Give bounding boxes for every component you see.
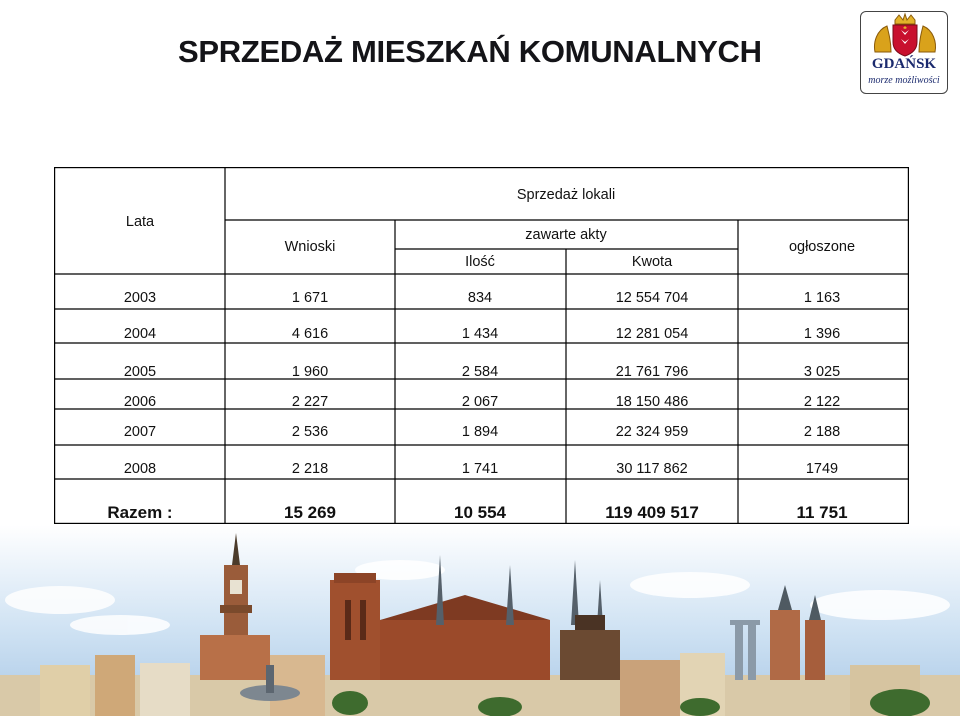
cell-ogloszone: 3 025 xyxy=(803,364,841,380)
header-kwota: Kwota xyxy=(631,254,673,270)
gdansk-logo xyxy=(860,11,948,94)
total-kwota: 119 409 517 xyxy=(605,503,699,522)
cell-rok: 2005 xyxy=(123,364,157,380)
cell-ilosc: 2 067 xyxy=(461,394,499,410)
header-lata: Lata xyxy=(125,214,155,230)
cell-rok: 2007 xyxy=(123,424,157,440)
cell-wnioski: 2 227 xyxy=(291,394,329,410)
coat-of-arms-icon xyxy=(861,12,949,60)
cell-ogloszone: 1 396 xyxy=(803,326,841,342)
total-ilosc: 10 554 xyxy=(454,503,506,522)
cell-ogloszone: 1749 xyxy=(805,461,839,477)
page-title: SPRZEDAŻ MIESZKAŃ KOMUNALNYCH xyxy=(178,34,762,69)
cell-kwota: 21 761 796 xyxy=(615,364,689,380)
cell-ilosc: 2 584 xyxy=(461,364,499,380)
cell-kwota: 12 281 054 xyxy=(615,326,689,342)
cell-ilosc: 1 741 xyxy=(461,461,499,477)
header-sprzedaz: Sprzedaż lokali xyxy=(516,187,616,203)
header-wnioski: Wnioski xyxy=(284,239,336,255)
cell-rok: 2006 xyxy=(123,394,157,410)
cell-ilosc: 1 894 xyxy=(461,424,499,440)
cell-ogloszone: 2 188 xyxy=(803,424,841,440)
cell-ilosc: 834 xyxy=(467,290,493,306)
cell-rok: 2003 xyxy=(123,290,157,306)
cell-ogloszone: 2 122 xyxy=(803,394,841,410)
cell-wnioski: 2 218 xyxy=(291,461,329,477)
cell-ogloszone: 1 163 xyxy=(803,290,841,306)
header-zawarte: zawarte akty xyxy=(525,227,607,243)
total-label: Razem : xyxy=(107,503,173,522)
cell-wnioski: 4 616 xyxy=(291,326,329,342)
logo-city: GDAŃSK xyxy=(871,56,937,72)
cell-wnioski: 1 671 xyxy=(291,290,329,306)
cell-rok: 2008 xyxy=(123,461,157,477)
sales-table xyxy=(54,167,909,524)
logo-motto: morze możliwości xyxy=(868,75,940,86)
cell-ilosc: 1 434 xyxy=(461,326,499,342)
total-wnioski: 15 269 xyxy=(284,503,336,522)
cell-kwota: 12 554 704 xyxy=(615,290,689,306)
cell-wnioski: 1 960 xyxy=(291,364,329,380)
cell-kwota: 30 117 862 xyxy=(616,461,688,477)
header-ogloszone: ogłoszone xyxy=(788,239,856,255)
header-ilosc: Ilość xyxy=(465,254,495,270)
gdansk-skyline-image xyxy=(0,525,960,716)
cell-kwota: 18 150 486 xyxy=(615,394,689,410)
cell-wnioski: 2 536 xyxy=(291,424,329,440)
total-ogloszone: 11 751 xyxy=(796,503,848,522)
cell-rok: 2004 xyxy=(123,326,157,342)
cell-kwota: 22 324 959 xyxy=(615,424,689,440)
